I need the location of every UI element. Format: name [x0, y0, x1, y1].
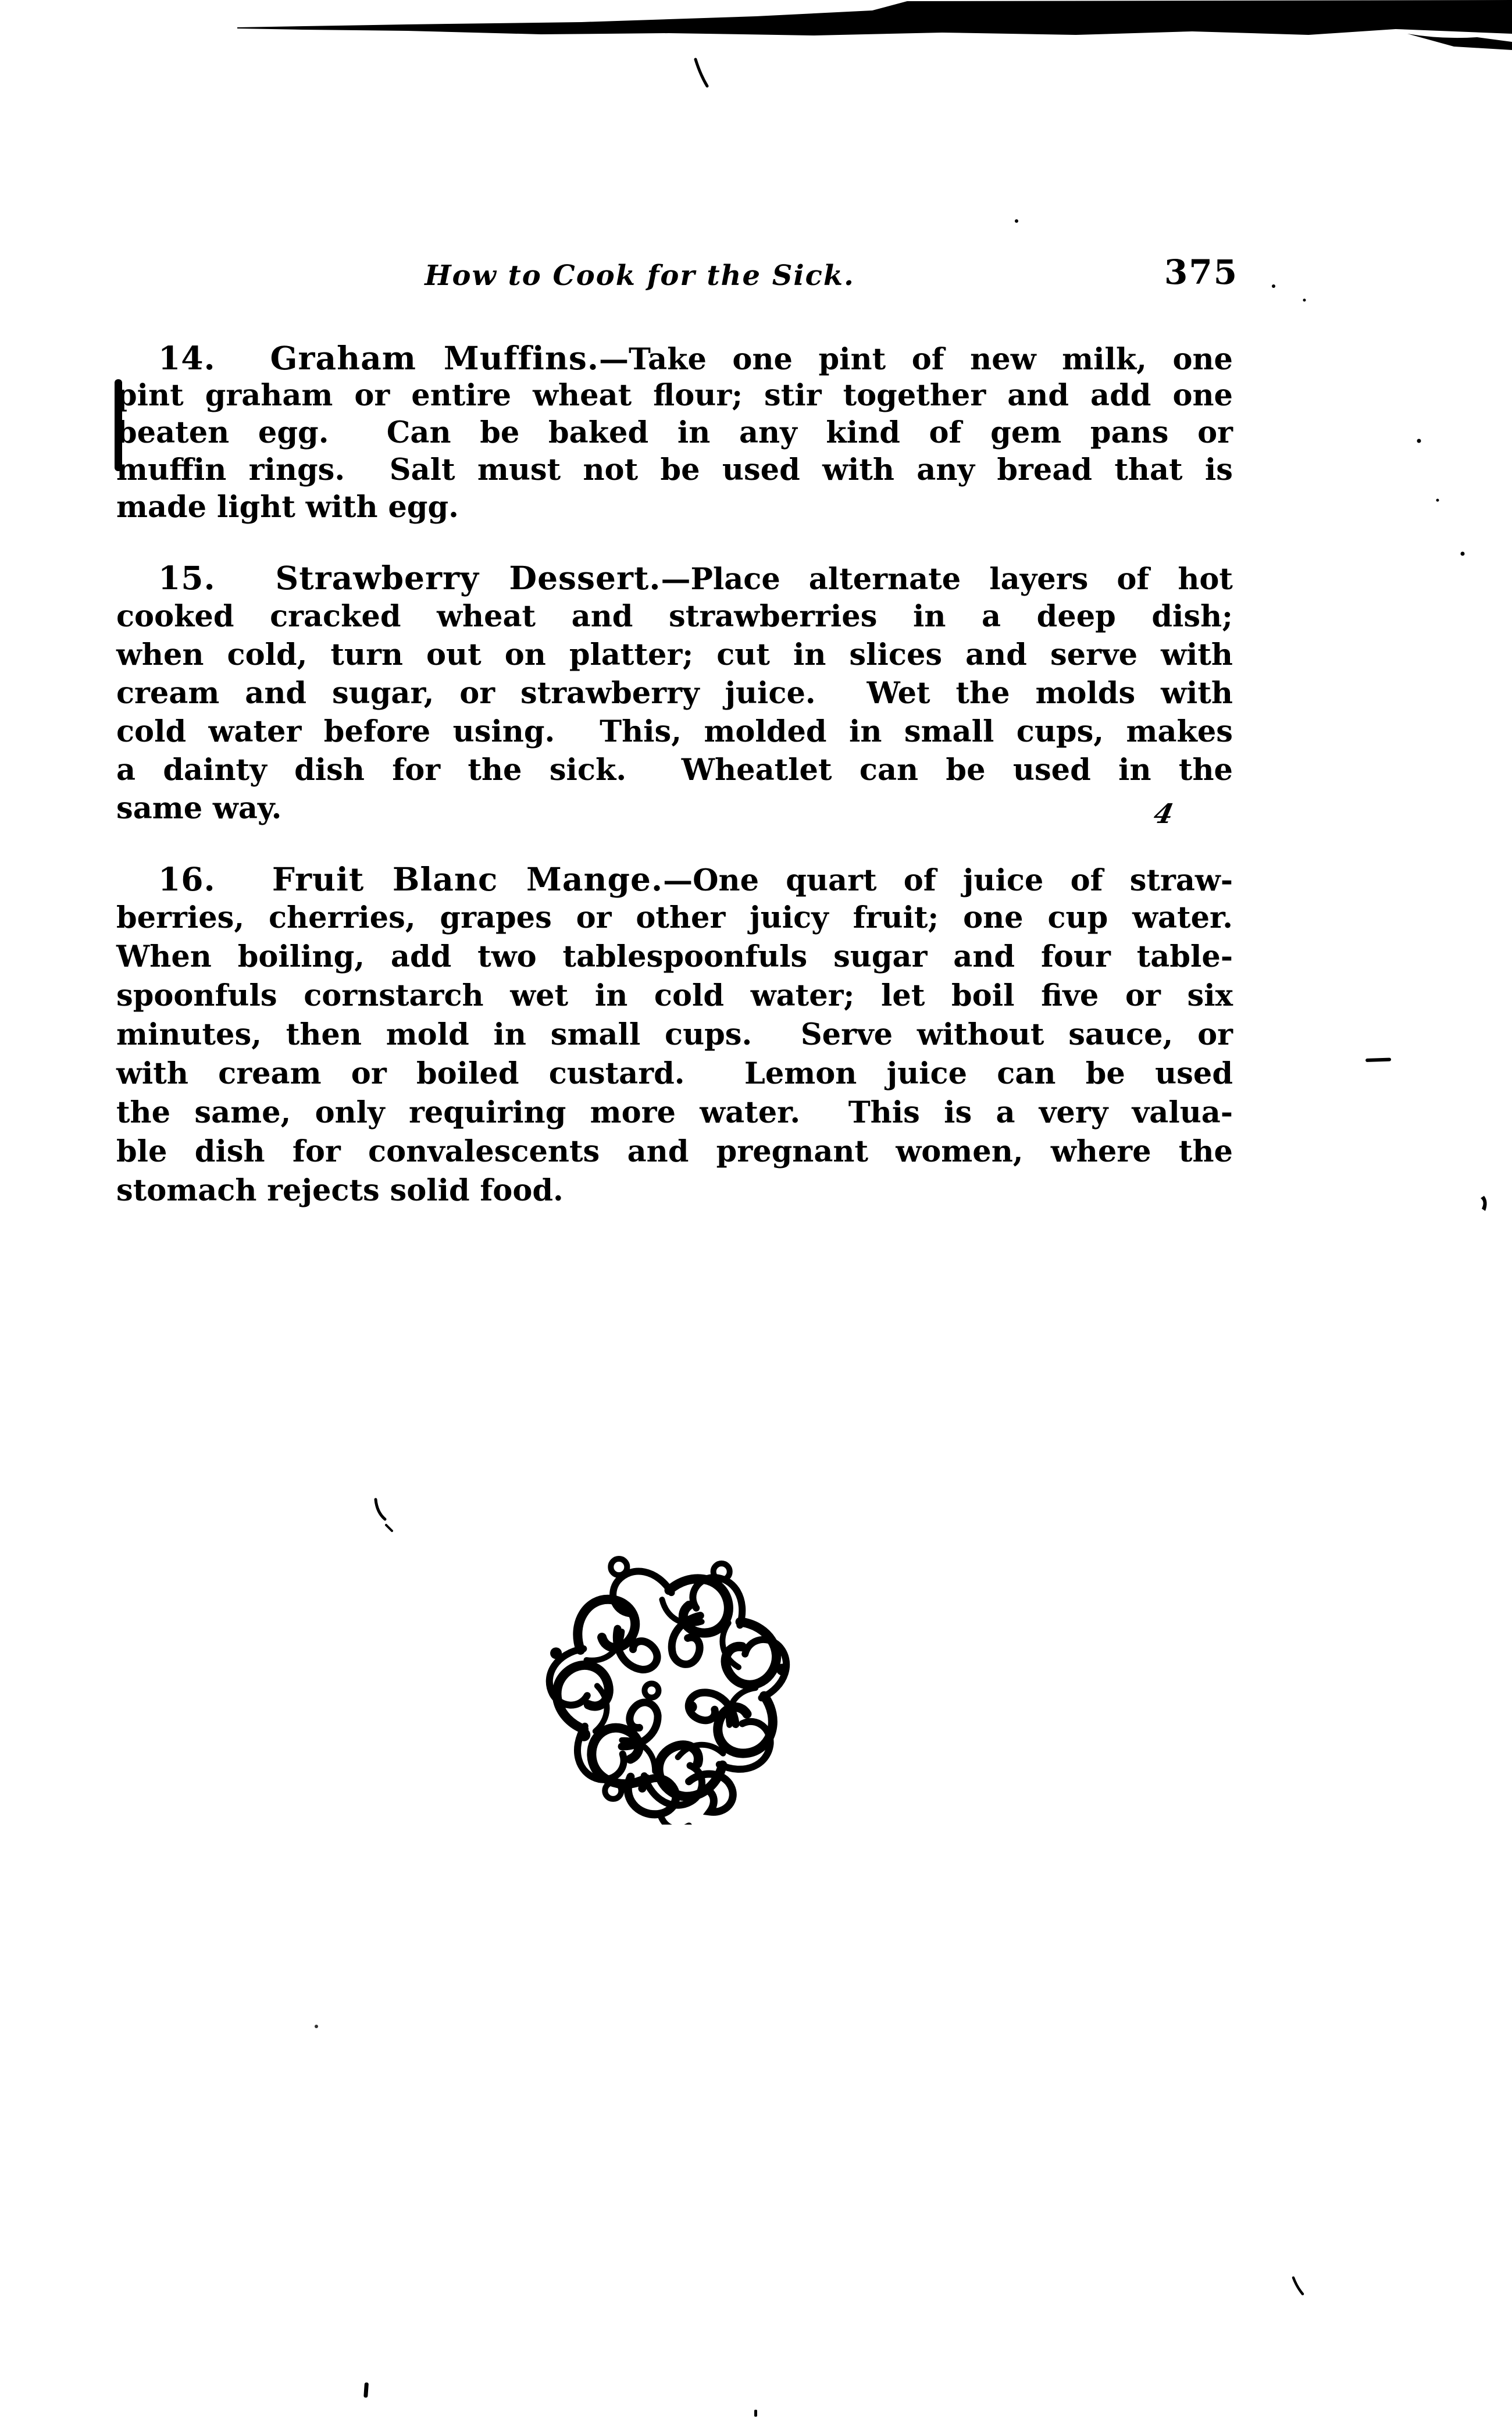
recipe-line	[116, 340, 1233, 377]
recipe-line: same way.	[116, 791, 282, 826]
recipe-graham-muffins	[116, 340, 1233, 526]
recipe-line: with cream or boiled custard. Lemon juice can be used	[116, 1056, 1233, 1091]
recipe-text: —Place alternate layers of hot	[661, 562, 1233, 597]
stray-ink-mark-four: 4	[1151, 798, 1176, 829]
recipe-line: cooked cracked wheat and strawberries in a deep dish;	[116, 599, 1233, 634]
recipe-line: when cold, turn out on platter; cut in slices and serve with	[116, 637, 1233, 672]
ink-tick	[754, 2410, 757, 2417]
ink-speck	[1303, 299, 1306, 302]
recipe-number-title: 14. Graham Muffins.	[158, 339, 600, 377]
ink-speck	[1436, 499, 1439, 502]
recipe-text: —One quart of juice of straw-	[663, 863, 1233, 898]
recipe-line: the same, only requiring more water. This is a very valua-	[116, 1095, 1233, 1130]
floral-wreath-ornament	[540, 1548, 798, 1827]
recipe-fruit-blanc-mange	[116, 860, 1233, 1210]
recipe-line	[116, 559, 1233, 597]
scanner-edge-band	[237, 0, 1512, 35]
ink-tick	[363, 2382, 369, 2397]
stray-slash-mark-top	[696, 59, 707, 86]
recipe-line: berries, cherries, grapes or other juicy fruit; one cup water.	[116, 900, 1233, 935]
recipe-line	[116, 860, 1233, 899]
stray-dash-mark	[1365, 1057, 1391, 1062]
recipe-line: pint graham or entire wheat flour; stir together and add one	[116, 378, 1233, 413]
recipe-line: beaten egg. Can be baked in any kind of gem pans or	[116, 415, 1233, 450]
recipe-text: —Take one pint of new milk, one	[599, 342, 1233, 377]
recipe-number-title: 16. Fruit Blanc Mange.	[158, 860, 664, 898]
running-header: How to Cook for the Sick.	[425, 259, 855, 292]
recipe-line: muffin rings. Salt must not be used with any bread that is	[116, 453, 1233, 487]
scanner-edge-smudge	[1407, 34, 1512, 50]
recipe-number-title: 15. Strawberry Dessert.	[158, 559, 661, 597]
wreath-engraving-svg	[540, 1548, 798, 1825]
stray-slash-mark-bottom	[1293, 2278, 1303, 2294]
ink-speck	[1461, 552, 1465, 556]
ink-speck	[315, 2025, 318, 2028]
page-number: 375	[1164, 252, 1239, 292]
recipe-line: ble dish for convalescents and pregnant women, where the	[116, 1134, 1233, 1169]
recipe-strawberry-dessert	[116, 559, 1233, 828]
ink-speck	[1417, 439, 1421, 443]
recipe-line: cream and sugar, or strawberry juice. Wet the molds with	[116, 676, 1233, 711]
stray-slash-mark-mid	[376, 1499, 385, 1519]
stray-tail-mark	[386, 1525, 392, 1531]
recipe-line: When boiling, add two tablespoonfuls sugar and four table-	[116, 939, 1233, 974]
recipe-line: minutes, then mold in small cups. Serve without sauce, or	[116, 1017, 1233, 1052]
stray-comma-mark	[1481, 1196, 1487, 1211]
recipe-line: a dainty dish for the sick. Wheatlet can be used in the	[116, 753, 1233, 788]
recipe-line: cold water before using. This, molded in small cups, makes	[116, 714, 1233, 749]
ink-speck	[1272, 284, 1275, 288]
recipe-line: spoonfuls cornstarch wet in cold water; let boil five or six	[116, 978, 1233, 1013]
recipe-line: stomach rejects solid food.	[116, 1173, 564, 1208]
recipe-line: made light with egg.	[116, 490, 459, 525]
ink-speck	[1015, 219, 1018, 223]
